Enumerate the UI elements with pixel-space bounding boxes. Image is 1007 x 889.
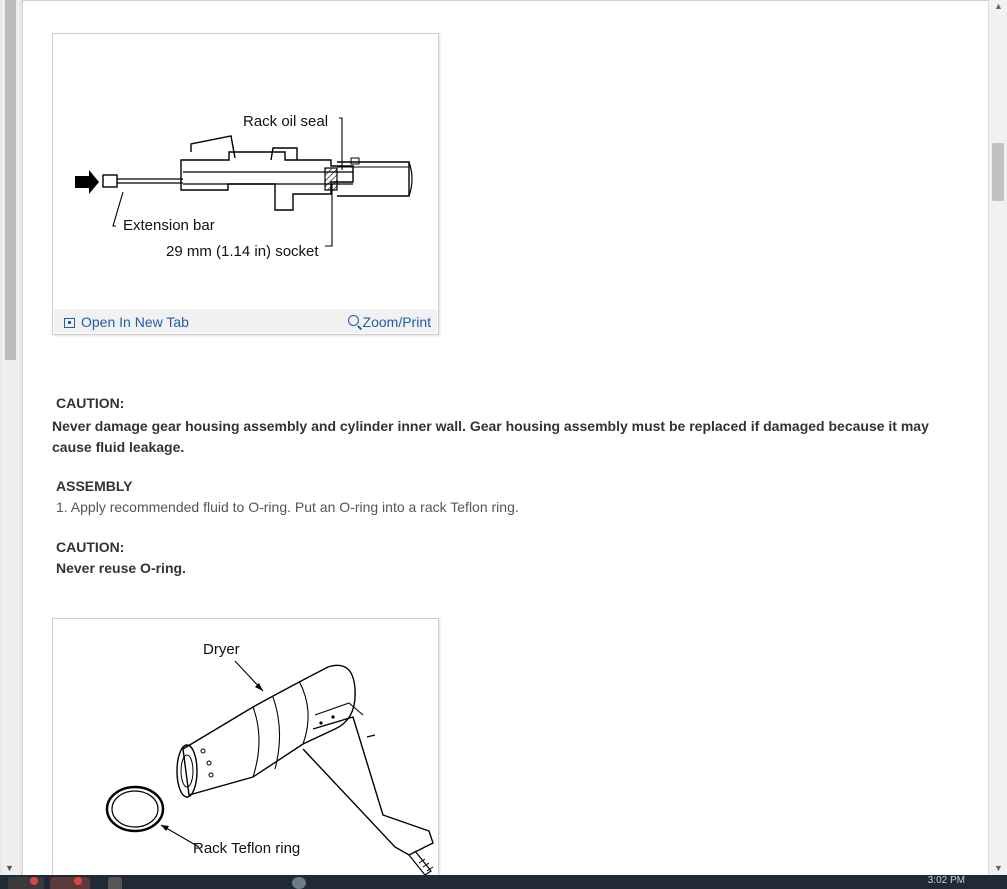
- rack-oil-seal-part: [325, 168, 337, 190]
- notification-badge-icon-2: [74, 877, 82, 885]
- label-extension-bar: Extension bar: [123, 217, 215, 234]
- taskbar-app-2[interactable]: [50, 877, 90, 889]
- taskbar-app-1[interactable]: [8, 877, 44, 889]
- label-dryer: Dryer: [203, 641, 240, 658]
- caution-heading-1: CAUTION:: [56, 395, 125, 411]
- taskbar-app-3[interactable]: [108, 877, 122, 889]
- assembly-step-1: 1. Apply recommended fluid to O-ring. Put an O-ring into a rack Teflon ring.: [56, 499, 519, 515]
- open-in-new-tab-link[interactable]: [64, 314, 189, 330]
- figure-toolbar: [54, 309, 437, 333]
- open-in-new-tab-label: Open In New Tab: [81, 314, 189, 330]
- notification-badge-icon: [30, 877, 38, 885]
- vertical-scrollbar-thumb[interactable]: [992, 143, 1004, 201]
- zoom-print-label: Zoom/Print: [362, 314, 431, 330]
- dryer-handle: [303, 717, 433, 855]
- scroll-up-icon[interactable]: ▲: [994, 1, 1003, 11]
- figure-dryer: [52, 618, 439, 875]
- zoom-print-link[interactable]: [348, 314, 431, 330]
- taskbar: [0, 875, 1007, 889]
- assembly-heading: ASSEMBLY: [56, 478, 133, 494]
- taskbar-clock: 3:02 PM: [927, 875, 965, 886]
- left-gutter: [0, 0, 22, 875]
- left-scrollbar-thumb[interactable]: [5, 0, 16, 360]
- caution-text-2: Never reuse O-ring.: [56, 560, 186, 576]
- top-divider: [23, 0, 989, 1]
- teflon-ring: [107, 787, 163, 831]
- zoom-icon: [348, 315, 359, 326]
- extension-bar-head: [103, 175, 117, 187]
- figure-rack-oil-seal: [52, 33, 439, 335]
- dryer-nozzle: [177, 745, 197, 797]
- rack-oil-seal-illustration: [53, 34, 438, 309]
- taskbar-app-4[interactable]: [292, 877, 306, 889]
- open-new-tab-icon: [64, 318, 75, 328]
- left-scroll-down-icon[interactable]: ▼: [5, 863, 14, 873]
- caution-heading-2: CAUTION:: [56, 539, 125, 555]
- caution-text-1: Never damage gear housing assembly and cylinder inner wall. Gear housing assembly must be replaced if damaged because it may cause fluid leakage.: [52, 418, 929, 455]
- vertical-scrollbar[interactable]: [988, 0, 1007, 875]
- scroll-down-icon[interactable]: ▼: [994, 863, 1003, 873]
- label-teflon-ring: Rack Teflon ring: [193, 840, 301, 857]
- document-page: [22, 0, 989, 875]
- dryer-illustration: [53, 619, 438, 875]
- label-socket: 29 mm (1.14 in) socket: [166, 243, 319, 260]
- label-rack-oil-seal: Rack oil seal: [243, 113, 329, 130]
- push-arrow-icon: [75, 170, 99, 194]
